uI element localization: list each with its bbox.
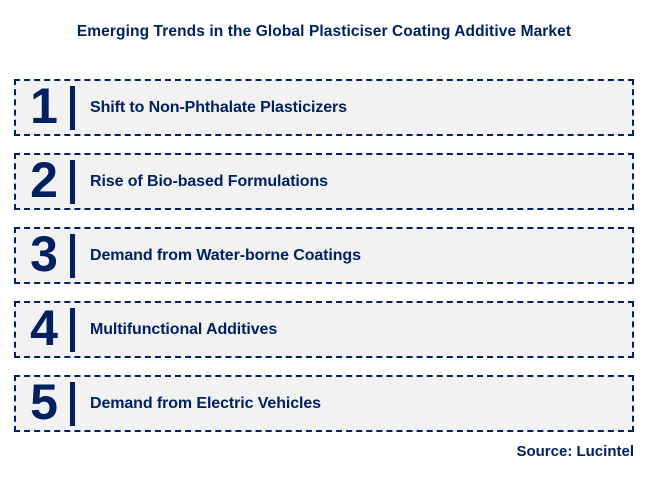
trend-item-4 [14, 301, 634, 358]
trend-item-2 [14, 153, 634, 210]
trend-item-1 [14, 79, 634, 136]
trend-number-1: 1 [30, 78, 58, 134]
trend-number-2: 2 [30, 152, 58, 208]
source-credit: Source: Lucintel [516, 443, 634, 460]
page-title: Emerging Trends in the Global Plasticiser Coating Additive Market [76, 23, 572, 40]
vertical-divider [70, 308, 75, 352]
vertical-divider [70, 234, 75, 278]
trend-label-4: Multifunctional Additives [90, 320, 278, 338]
trend-label-2: Rise of Bio-based Formulations [90, 172, 328, 190]
trend-label-5: Demand from Electric Vehicles [90, 394, 321, 412]
trend-list [14, 79, 634, 449]
trend-label-1: Shift to Non-Phthalate Plasticizers [90, 98, 347, 116]
vertical-divider [70, 86, 75, 130]
vertical-divider [70, 160, 75, 204]
vertical-divider [70, 382, 75, 426]
trend-item-3 [14, 227, 634, 284]
trend-label-3: Demand from Water-borne Coatings [90, 246, 361, 264]
trend-item-5 [14, 375, 634, 432]
trend-number-3: 3 [30, 226, 58, 282]
trend-number-4: 4 [30, 300, 58, 356]
trend-number-5: 5 [30, 374, 58, 430]
